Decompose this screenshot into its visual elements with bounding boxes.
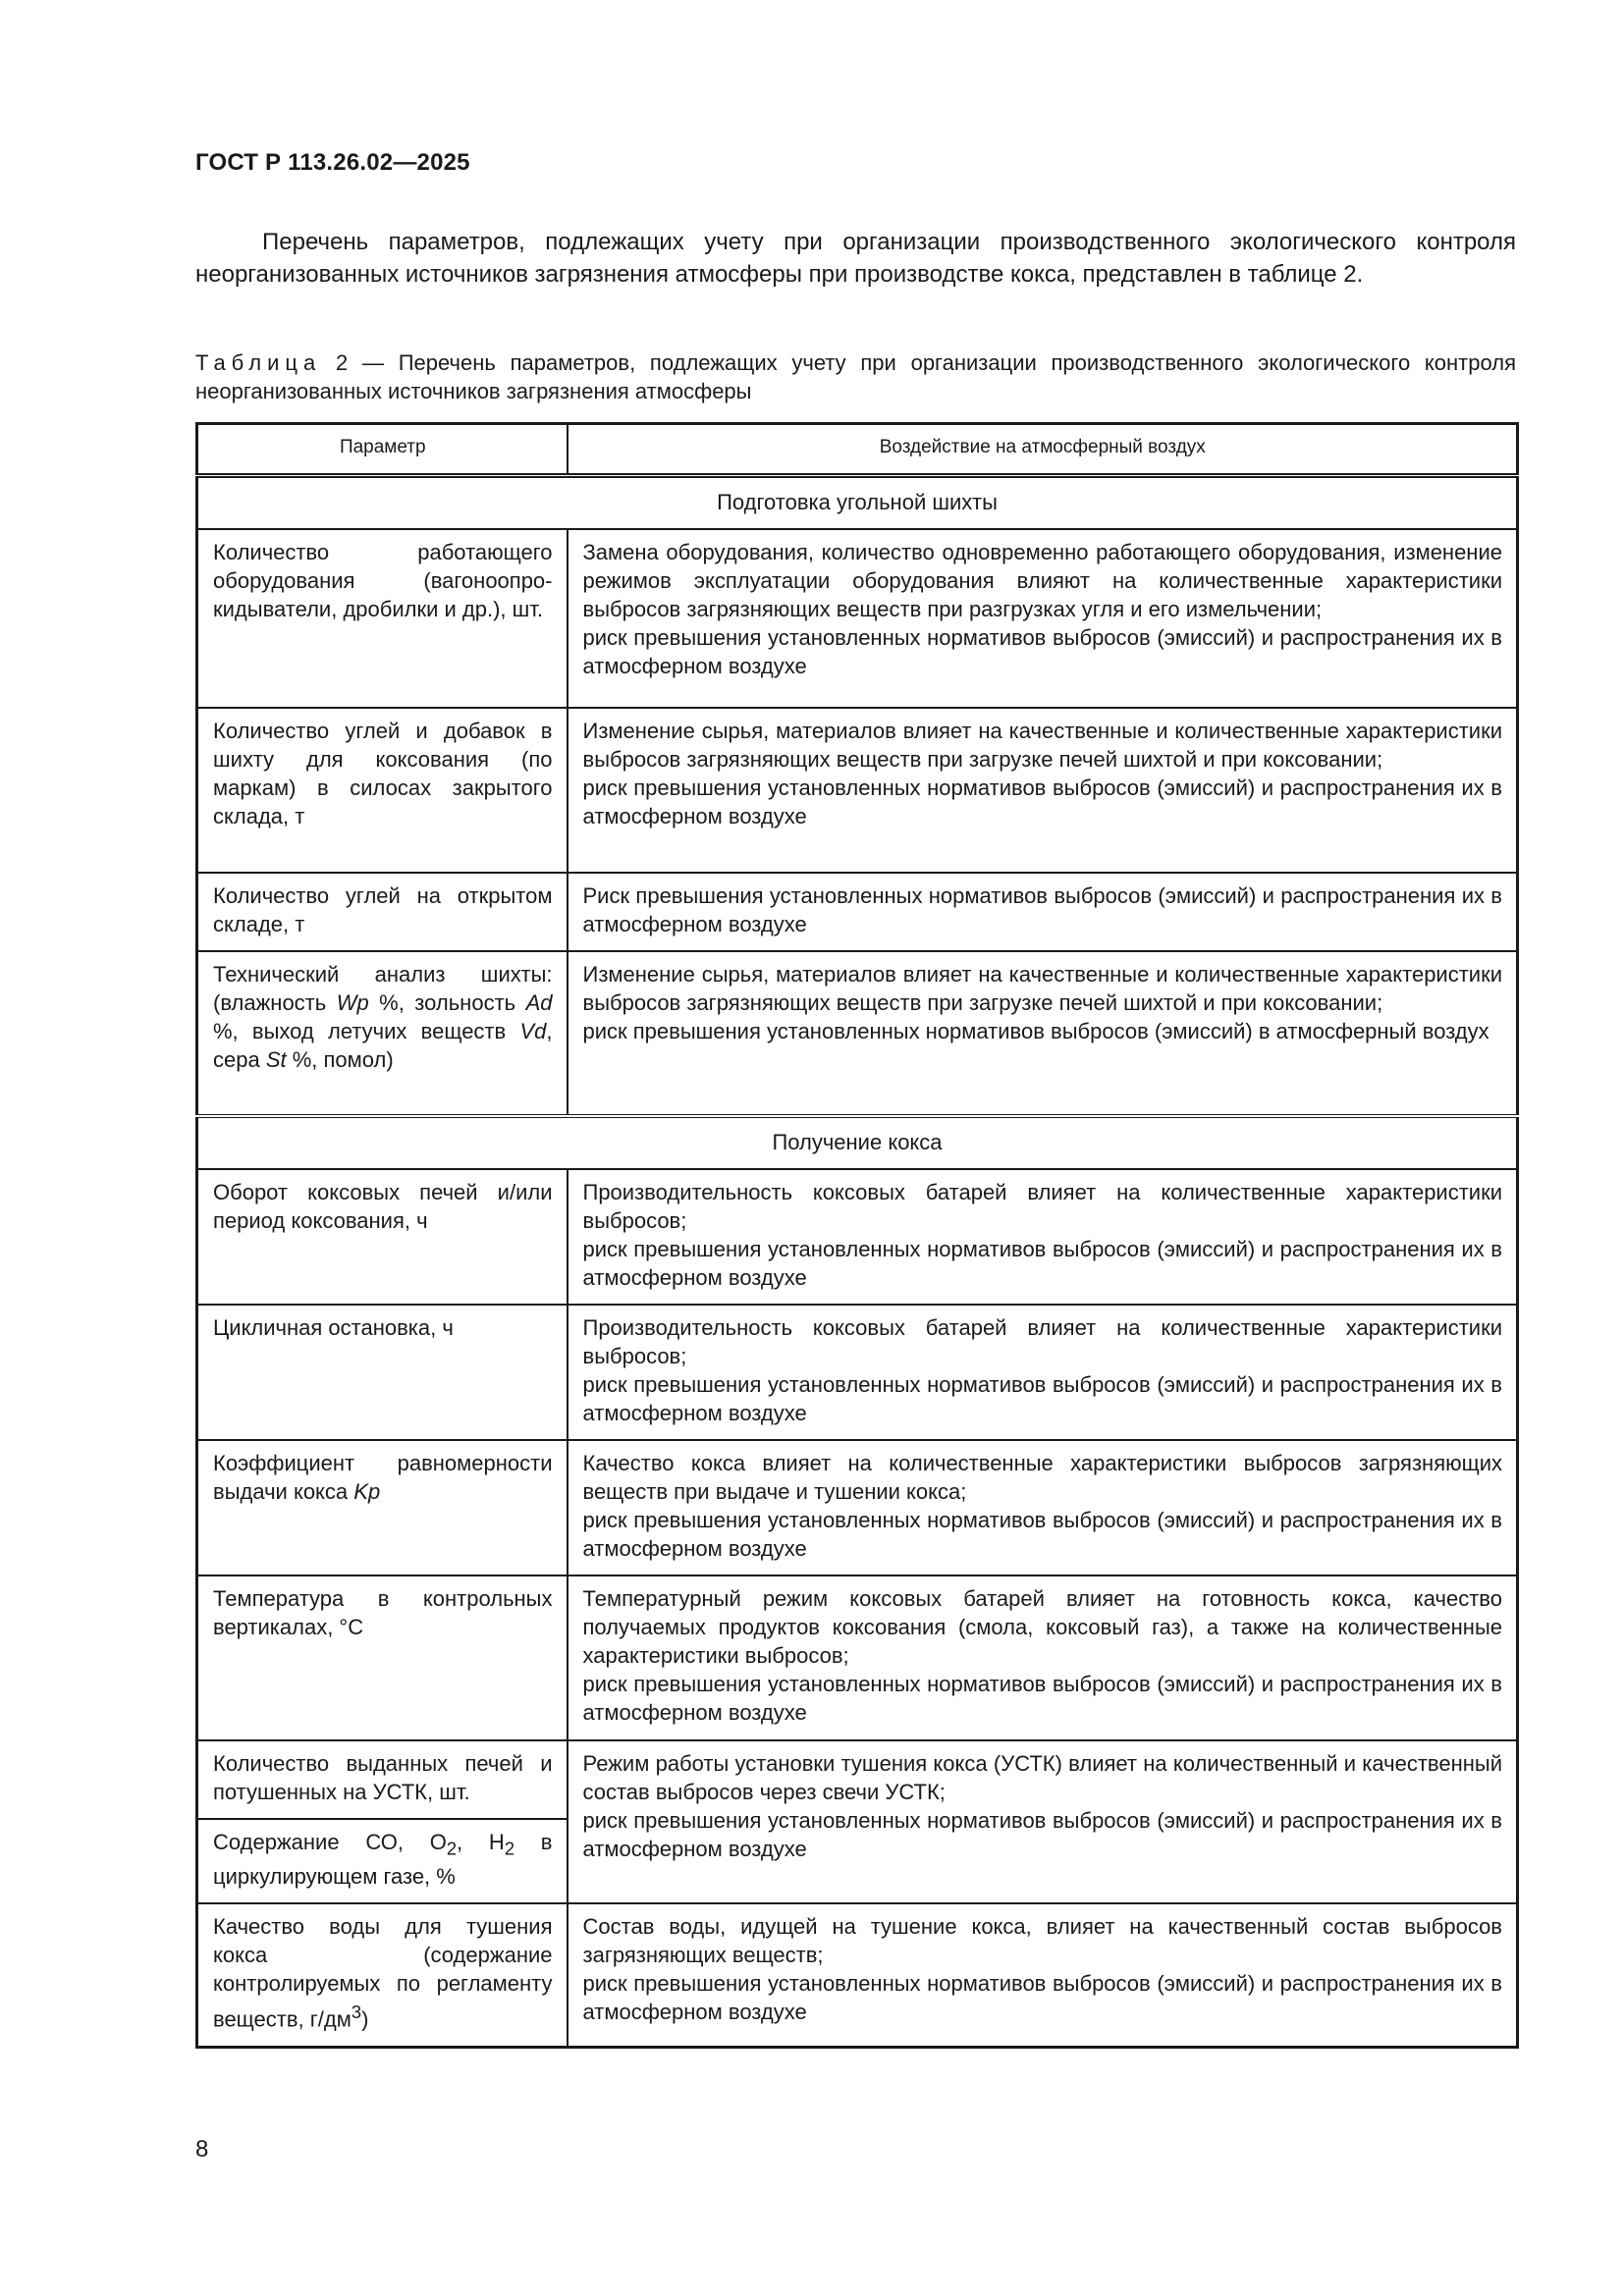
param-text: , Н <box>457 1830 505 1854</box>
param-symbol: St <box>265 1047 287 1072</box>
param-cell <box>197 1819 568 1903</box>
document-header: ГОСТ Р 113.26.02—2025 <box>195 149 470 176</box>
param-text: Содержание СО, О <box>213 1830 447 1854</box>
table-caption-label: Таблица <box>195 350 322 375</box>
effect-cell <box>568 1169 1518 1305</box>
param-cell: Количество углей и добавок в шихту для коксования (по маркам) в силосах закрытого склада, т <box>197 708 568 873</box>
effect-line: риск превышения установленных нормативов выбросов (эмиссий) и распространения их в атмосферном воздухе <box>582 625 1502 678</box>
param-text: ) <box>361 2006 369 2032</box>
param-cell: Количество углей на открытом складе, т <box>197 873 568 951</box>
table-row <box>197 1903 1518 2047</box>
param-text: , сера <box>213 1019 553 1072</box>
table-header-row <box>197 424 1518 476</box>
param-cell: Количество работающего оборудования (вагоноопро-кидыватели, дробилки и др.), шт. <box>197 529 568 708</box>
effect-line: риск превышения установленных нормативов выбросов (эмиссий) и распространения их в атмосферном воздухе <box>582 1508 1502 1561</box>
param-symbol: Kp <box>353 1479 381 1504</box>
table-row <box>197 1169 1518 1305</box>
param-text: Качество воды для тушения кокса (содержание контролируемых по регламенту веществ, г/дм <box>213 1914 553 2032</box>
effect-cell <box>568 529 1518 708</box>
param-text: в циркулирующем газе, % <box>213 1830 553 1890</box>
table-caption <box>195 348 1516 405</box>
param-cell <box>197 1440 568 1575</box>
effect-line: Температурный режим коксовых батарей влияет на готовность кокса, качество получаемых продуктов коксования (смола, коксовый газ), а также на количественные характеристики выбросов; <box>582 1586 1502 1668</box>
effect-cell <box>568 708 1518 873</box>
effect-line: Состав воды, идущей на тушение кокса, влияет на качественный состав выбросов загрязняющих веществ; <box>582 1914 1502 1968</box>
effect-line: риск превышения установленных нормативов выбросов (эмиссий) в атмосферный воздух <box>582 1019 1489 1043</box>
effect-cell <box>568 873 1518 951</box>
table-row <box>197 1740 1518 1819</box>
section-row <box>197 1116 1518 1169</box>
table-caption-text: 2 — Перечень параметров, подлежащих учету при организации производственного экологического контроля неорганизованных источников загрязнения атмосферы <box>195 350 1516 403</box>
param-symbol: Wp <box>336 990 369 1015</box>
effect-line: Замена оборудования, количество одновременно работающего оборудования, изменение режимов эксплуатации оборудования влияют на количественные характеристики выбросов загрязняющих веществ при разгрузках угля и его измельчении; <box>582 540 1502 621</box>
table-row <box>197 873 1518 951</box>
superscript: 3 <box>351 2002 362 2023</box>
effect-line: Качество кокса влияет на количественные характеристики выбросов загрязняющих веществ при выдаче и тушении кокса; <box>582 1451 1502 1504</box>
effect-line: Производительность коксовых батарей влияет на количественные характеристики выбросов; <box>582 1180 1502 1233</box>
param-text: Технический анализ шихты: (влажность <box>213 962 553 1015</box>
effect-line: Производительность коксовых батарей влияет на количественные характеристики выбросов; <box>582 1315 1502 1368</box>
column-header-effect: Воздействие на атмосферный воздух <box>568 424 1518 476</box>
effect-cell <box>568 1305 1518 1440</box>
subscript: 2 <box>446 1838 458 1859</box>
effect-cell <box>568 951 1518 1116</box>
effect-line: риск превышения установленных нормативов выбросов (эмиссий) и распространения их в атмосферном воздухе <box>582 1372 1502 1425</box>
param-text: %, зольность <box>368 990 526 1015</box>
effect-line: Изменение сырья, материалов влияет на качественные и количественные характеристики выбросов загрязняющих веществ при загрузке печей шихтой и при коксовании; <box>582 719 1502 772</box>
table-row <box>197 951 1518 1116</box>
param-text: Коэффициент равномерности выдачи кокса <box>213 1451 553 1504</box>
param-cell: Цикличная остановка, ч <box>197 1305 568 1440</box>
table-row <box>197 1575 1518 1740</box>
effect-line: риск превышения установленных нормативов выбросов (эмиссий) и распространения их в атмосферном воздухе <box>582 1672 1502 1725</box>
parameters-table <box>195 422 1519 2049</box>
effect-cell <box>568 1440 1518 1575</box>
param-cell <box>197 951 568 1116</box>
param-cell: Температура в контрольных вертикалах, °С <box>197 1575 568 1740</box>
param-cell: Количество выданных печей и потушенных на УСТК, шт. <box>197 1740 568 1819</box>
table-row <box>197 1440 1518 1575</box>
param-cell <box>197 1903 568 2047</box>
effect-line: риск превышения установленных нормативов выбросов (эмиссий) и распространения их в атмосферном воздухе <box>582 775 1502 828</box>
effect-line: Изменение сырья, материалов влияет на качественные и количественные характеристики выбросов загрязняющих веществ при загрузке печей шихтой и при коксовании; <box>582 962 1502 1015</box>
param-symbol: Vd <box>519 1019 547 1043</box>
effect-cell <box>568 1740 1518 1903</box>
table-row <box>197 1305 1518 1440</box>
param-text: %, помол) <box>286 1047 394 1072</box>
subscript: 2 <box>504 1838 515 1859</box>
param-text: %, выход летучих веществ <box>213 1019 520 1043</box>
effect-cell <box>568 1575 1518 1740</box>
param-cell: Оборот коксовых печей и/или период коксования, ч <box>197 1169 568 1305</box>
intro-paragraph: Перечень параметров, подлежащих учету при организации производственного экологического контроля неорганизованных источников загрязнения атмосферы при производстве кокса, представлен в таблице 2. <box>195 229 1516 288</box>
param-symbol: Ad <box>525 990 553 1015</box>
effect-cell <box>568 1903 1518 2047</box>
page-number: 8 <box>195 2136 209 2163</box>
effect-line: риск превышения установленных нормативов выбросов (эмиссий) и распространения их в атмосферном воздухе <box>582 1808 1502 1861</box>
table-row <box>197 708 1518 873</box>
effect-line: Режим работы установки тушения кокса (УСТК) влияет на количественный и качественный состав выбросов через свечи УСТК; <box>582 1751 1502 1804</box>
section-title: Получение кокса <box>197 1116 1518 1169</box>
column-header-param: Параметр <box>197 424 568 476</box>
effect-line: риск превышения установленных нормативов выбросов (эмиссий) и распространения их в атмосферном воздухе <box>582 1237 1502 1290</box>
table-row <box>197 529 1518 708</box>
effect-line: риск превышения установленных нормативов выбросов (эмиссий) и распространения их в атмосферном воздухе <box>582 1971 1502 2025</box>
section-title: Подготовка угольной шихты <box>197 476 1518 530</box>
section-row <box>197 476 1518 530</box>
effect-line: Риск превышения установленных нормативов выбросов (эмиссий) и распространения их в атмосферном воздухе <box>582 883 1502 936</box>
